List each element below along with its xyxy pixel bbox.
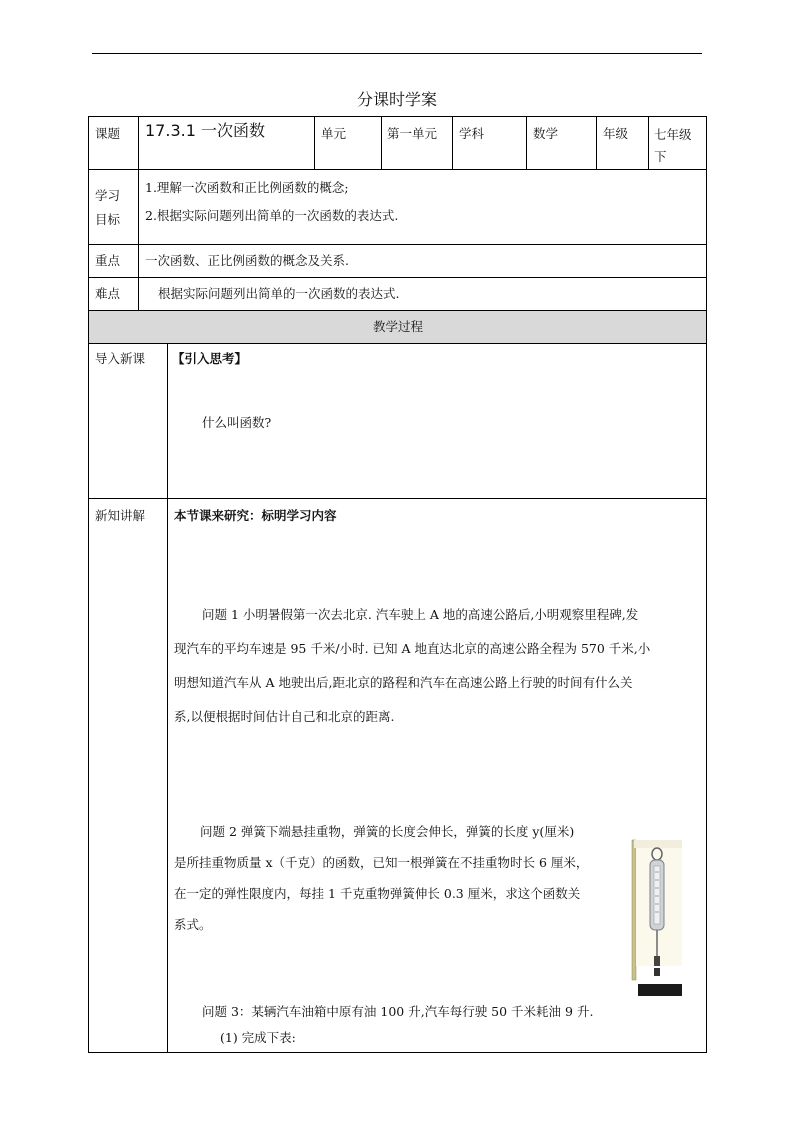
problem-1-line: 系,以便根据时间估计自己和北京的距离.	[174, 709, 395, 724]
unit-value: 第一单元	[387, 126, 438, 141]
problem-1-line: 现汽车的平均车速是 95 千米/小时. 已知 A 地直达北京的高速公路全程为 570 千米,小	[174, 641, 651, 656]
problem-2	[174, 816, 624, 940]
problem-2-line: 是所挂重物质量 x（千克）的函数，已知一根弹簧在不挂重物时长 6 厘米，	[174, 855, 589, 870]
difficulty-text: 根据实际问题列出简单的一次函数的表达式.	[158, 286, 400, 301]
key-point-text: 一次函数、正比例函数的概念及关系.	[145, 253, 349, 268]
problem-3: 问题 3：某辆汽车油箱中原有油 100 升,汽车每行驶 50 千米耗油 9 升.	[202, 1004, 594, 1019]
problem-3-sub: (1) 完成下表:	[220, 1030, 296, 1045]
header-rule	[92, 53, 702, 54]
new-knowledge-heading: 本节课来研究：标明学习内容	[174, 508, 337, 523]
process-header: 教学过程	[372, 319, 423, 334]
intro-question: 什么叫函数?	[202, 415, 272, 430]
new-knowledge-label: 新知讲解	[95, 508, 146, 523]
key-point-label: 重点	[95, 253, 121, 268]
problem-2-line: 问题 2 弹簧下端悬挂重物，弹簧的长度会伸长，弹簧的长度 y(厘米)	[200, 824, 575, 839]
subject-label: 学科	[459, 126, 485, 141]
grade-value: 七年级下	[654, 127, 692, 164]
topic-value: 17.3.1 一次函数	[145, 121, 265, 140]
topic-label: 课题	[95, 126, 121, 141]
intro-label: 导入新课	[95, 351, 146, 366]
problem-1	[174, 598, 702, 734]
intro-heading: 【引入思考】	[172, 351, 248, 366]
page-title: 分课时学案	[356, 90, 437, 109]
objectives-label: 学习目标	[95, 188, 121, 227]
problem-1-line: 问题 1 小明暑假第一次去北京. 汽车驶上 A 地的高速公路后,小明观察里程碑,发	[202, 607, 639, 622]
objectives-list	[145, 174, 398, 230]
objective-item: 1.理解一次函数和正比例函数的概念;	[145, 180, 349, 195]
grade-label: 年级	[603, 126, 629, 141]
subject-value: 数学	[533, 126, 559, 141]
problem-2-line: 系式。	[174, 917, 212, 932]
problem-2-line: 在一定的弹性限度内，每挂 1 千克重物弹簧伸长 0.3 厘米，求这个函数关	[174, 886, 581, 901]
unit-label: 单元	[321, 126, 347, 141]
problem-1-line: 明想知道汽车从 A 地驶出后,距北京的路程和汽车在高速公路上行驶的时间有什么关	[174, 675, 633, 690]
objective-item: 2.根据实际问题列出简单的一次函数的表达式.	[145, 208, 399, 223]
difficulty-label: 难点	[95, 286, 121, 301]
spring-scale-image	[626, 838, 688, 1000]
